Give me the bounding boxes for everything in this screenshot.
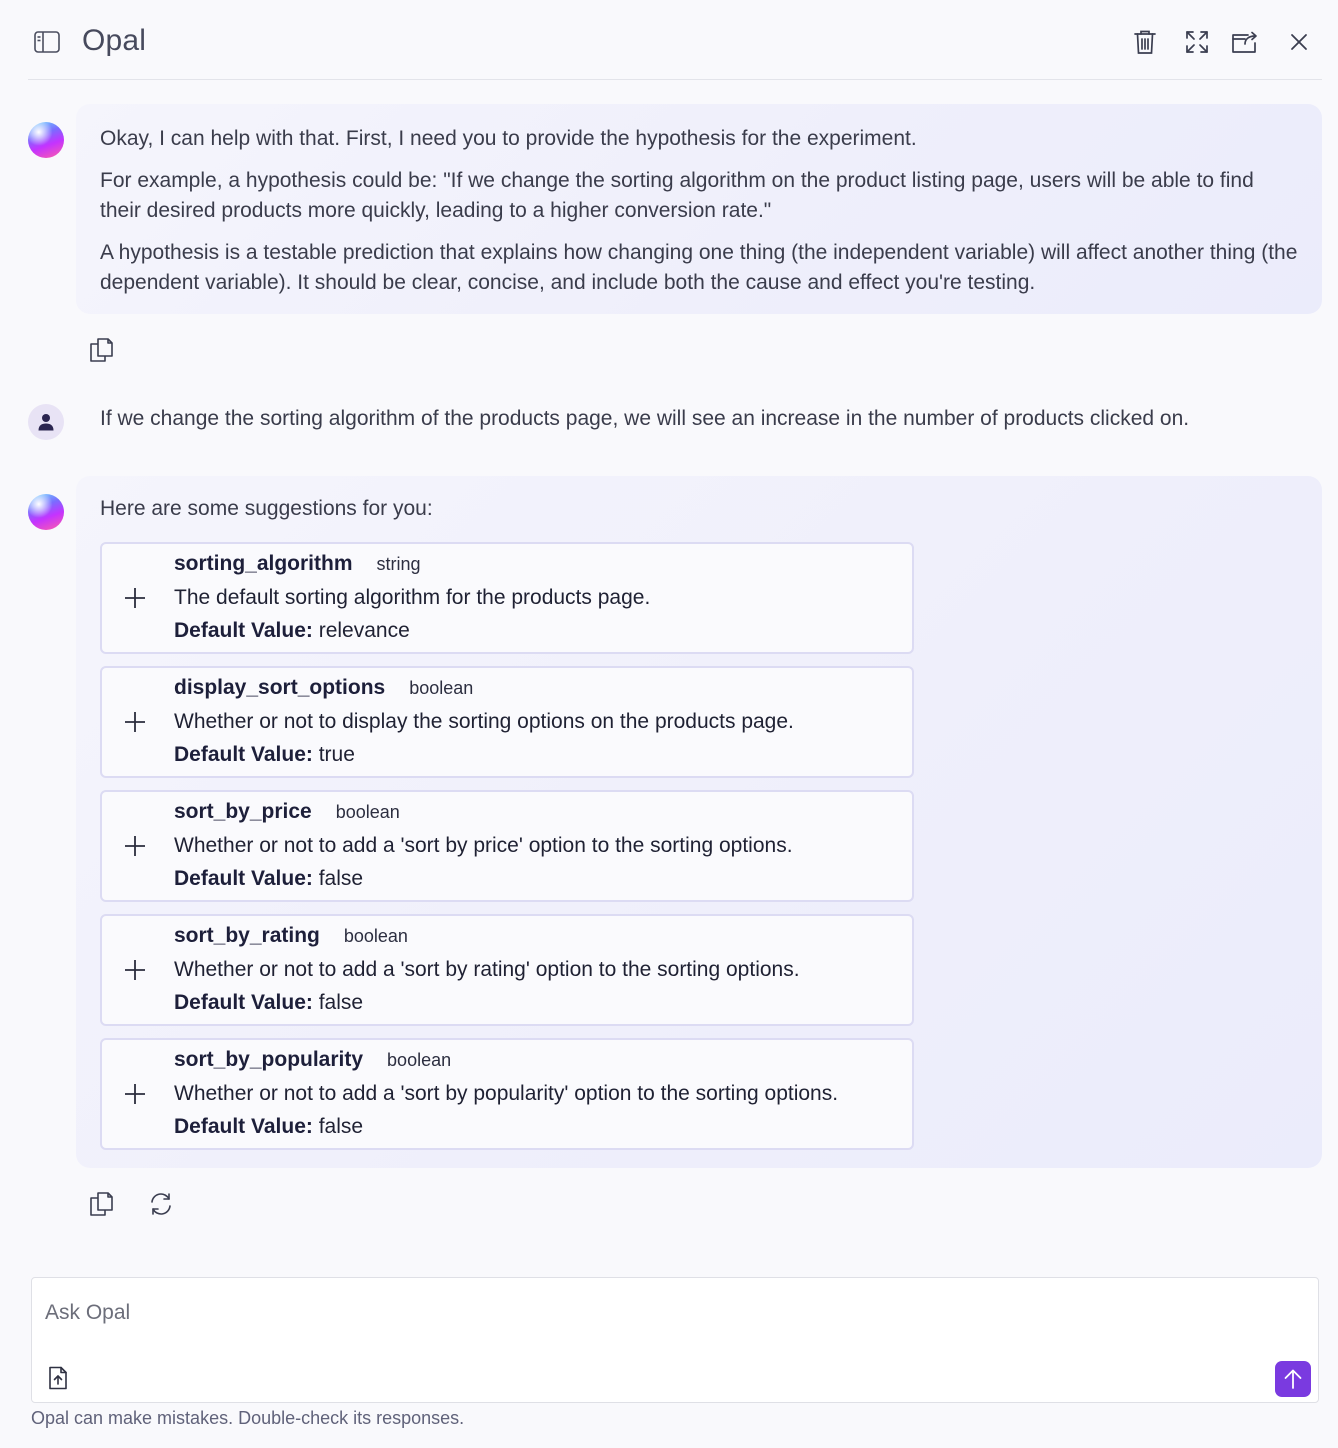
suggestion-description: Whether or not to add a 'sort by rating' option to the sorting options. bbox=[174, 958, 800, 981]
ask-input[interactable] bbox=[32, 1278, 1318, 1348]
message-paragraph: A hypothesis is a testable prediction that explains how changing one thing (the independent variable) will affect another thing (the dependent variable). It should be clear, concise, and include both the cause and effect you're testing. bbox=[100, 241, 1298, 294]
regenerate-icon[interactable] bbox=[146, 1189, 176, 1219]
copy-icon[interactable] bbox=[86, 1189, 116, 1219]
suggestions-intro: Here are some suggestions for you: bbox=[100, 497, 433, 520]
default-label: Default Value: bbox=[174, 743, 313, 766]
suggestion-name: sort_by_rating bbox=[174, 924, 320, 947]
plus-icon[interactable] bbox=[124, 835, 146, 857]
suggestion-type: boolean bbox=[387, 1050, 452, 1070]
ai-message-bubble bbox=[76, 476, 1322, 1168]
ai-message-bubble bbox=[76, 104, 1322, 314]
suggestion-card[interactable] bbox=[100, 666, 914, 778]
header bbox=[28, 0, 1322, 80]
suggestion-type: boolean bbox=[343, 926, 408, 946]
attach-file-icon[interactable] bbox=[44, 1364, 72, 1392]
default-value: relevance bbox=[318, 619, 410, 642]
suggestion-default bbox=[174, 1115, 363, 1139]
suggestion-card[interactable] bbox=[100, 1038, 914, 1150]
popout-icon[interactable] bbox=[1230, 26, 1262, 58]
close-icon[interactable] bbox=[1283, 26, 1315, 58]
copy-icon[interactable] bbox=[86, 335, 116, 365]
default-value: false bbox=[318, 991, 364, 1014]
composer bbox=[31, 1277, 1319, 1403]
person-icon bbox=[37, 413, 55, 431]
suggestion-type: string bbox=[376, 554, 421, 574]
default-value: true bbox=[318, 743, 355, 766]
opal-avatar bbox=[28, 122, 64, 158]
default-label: Default Value: bbox=[174, 991, 313, 1014]
suggestion-card[interactable] bbox=[100, 790, 914, 902]
send-button[interactable] bbox=[1275, 1361, 1311, 1397]
opal-avatar bbox=[28, 494, 64, 530]
suggestion-default bbox=[174, 867, 363, 891]
suggestion-name: sort_by_popularity bbox=[174, 1048, 364, 1071]
suggestion-name: sort_by_price bbox=[174, 800, 312, 823]
sidebar-toggle-icon[interactable] bbox=[32, 28, 62, 56]
suggestion-default bbox=[174, 991, 363, 1015]
message-paragraph: Okay, I can help with that. First, I need you to provide the hypothesis for the experiment. bbox=[100, 127, 917, 150]
suggestion-name: display_sort_options bbox=[174, 676, 386, 699]
default-value: false bbox=[318, 1115, 364, 1138]
suggestion-type: boolean bbox=[335, 802, 400, 822]
plus-icon[interactable] bbox=[124, 1083, 146, 1105]
arrow-up-icon bbox=[1283, 1368, 1303, 1390]
suggestion-type: boolean bbox=[409, 678, 474, 698]
suggestion-card[interactable] bbox=[100, 542, 914, 654]
default-value: false bbox=[318, 867, 364, 890]
message-paragraph: For example, a hypothesis could be: "If we change the sorting algorithm on the product listing page, users will be able to find their desired products more quickly, leading to a higher conversion rate." bbox=[100, 169, 1254, 222]
suggestion-description: Whether or not to add a 'sort by popularity' option to the sorting options. bbox=[174, 1082, 839, 1105]
plus-icon[interactable] bbox=[124, 959, 146, 981]
default-label: Default Value: bbox=[174, 1115, 313, 1138]
user-avatar bbox=[28, 404, 64, 440]
suggestion-description: Whether or not to display the sorting options on the products page. bbox=[174, 710, 794, 733]
disclaimer: Opal can make mistakes. Double-check its responses. bbox=[31, 1408, 465, 1428]
suggestion-default bbox=[174, 743, 355, 767]
plus-icon[interactable] bbox=[124, 587, 146, 609]
suggestion-card[interactable] bbox=[100, 914, 914, 1026]
suggestion-name: sorting_algorithm bbox=[174, 552, 353, 575]
suggestion-description: Whether or not to add a 'sort by price' option to the sorting options. bbox=[174, 834, 793, 857]
plus-icon[interactable] bbox=[124, 711, 146, 733]
expand-icon[interactable] bbox=[1181, 26, 1213, 58]
default-label: Default Value: bbox=[174, 619, 313, 642]
app-title: Opal bbox=[82, 24, 147, 57]
user-message: If we change the sorting algorithm of the products page, we will see an increase in the number of products clicked on. bbox=[100, 407, 1190, 430]
default-label: Default Value: bbox=[174, 867, 313, 890]
trash-icon[interactable] bbox=[1129, 26, 1161, 58]
suggestion-default bbox=[174, 619, 410, 643]
suggestion-description: The default sorting algorithm for the products page. bbox=[174, 586, 651, 609]
